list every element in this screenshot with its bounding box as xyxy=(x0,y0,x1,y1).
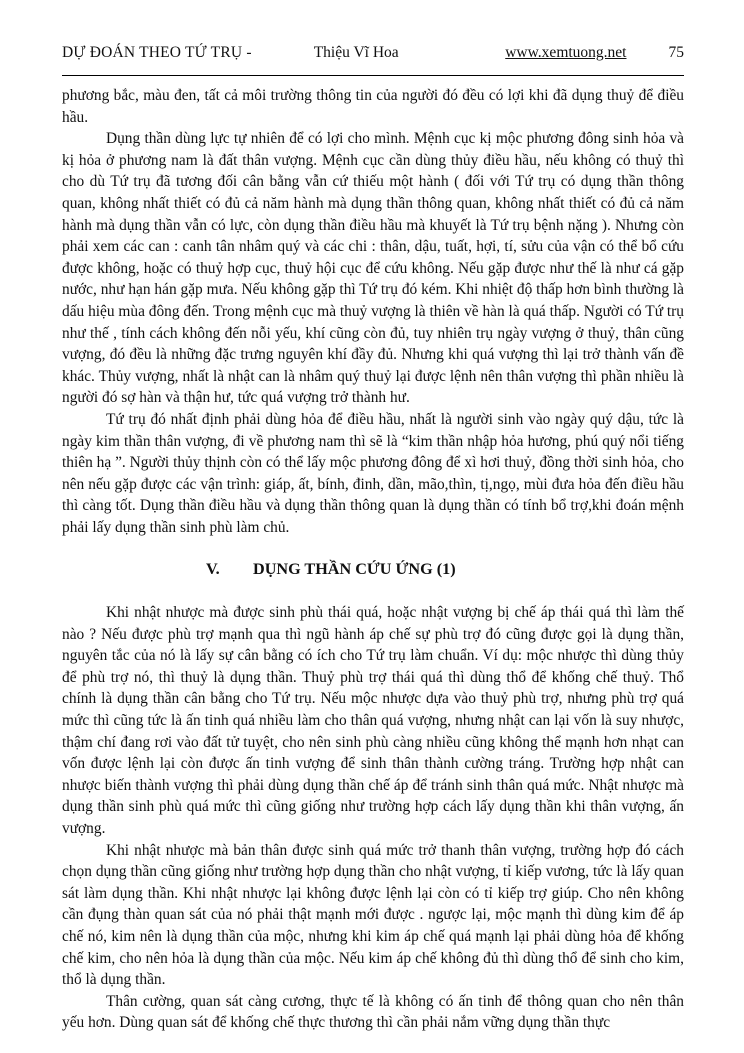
paragraph: phương bắc, màu đen, tất cả môi trường thông tin của người đó đều có lợi khi đã dụng thuỷ để điều hầu. xyxy=(62,87,684,126)
author-name: Thiệu Vĩ Hoa xyxy=(313,44,399,61)
paragraph: Khi nhật nhược mà bản thân được sinh quá mức trở thanh thân vượng, trường hợp đó cách chọn dụng thần cũng giống như trường hợp dụng thần cho nhật vượng, tỉ kiếp vương, tức là lấy quan sát làm dụng thần. Khi nhật nhược lại không được lệnh lại còn có tỉ kiếp trợ giúp. Cho nên không cần đụng thàn quan sát của nó phải thật mạnh mới được . ngược lại, mộc mạnh thì dùng kim để áp chế nó, kim nên là dụng thần của mộc, nhưng khi kim áp chế quá mạnh lại phải dùng hỏa để khống chế kim, cho nên hỏa là dụng thần của mộc. Nếu kim áp chế không đủ thì dùng thổ để sinh cho kim, thổ là dụng thần. xyxy=(62,841,684,989)
paragraph: Khi nhật nhược mà được sinh phù thái quá, hoặc nhật vượng bị chế áp thái quá thì làm thế nào ? Nếu được phù trợ mạnh qua thì ngũ hành áp chế sự phù trợ đó cũng được gọi là dụng thần, nguyên tắc của nó là lấy sự cân bằng có ích cho Tứ trụ làm chuẩn. Ví dụ: mộc nhược thì dùng thủy để phù trợ nó, thì thuỷ là dụng thần. Thuỷ phù trợ thái quá thì dùng thổ để khống chế thuỷ. Thổ chính là dụng thần cân bằng cho Tứ trụ. Nếu mộc nhược dựa vào thuỷ phù trợ, nhưng phù trợ quá mức thì cũng tức là ấn tinh quá nhiều làm cho thân quá vượng, nhưng nhật can lại vốn là suy nhược, thậm chí đang rơi vào đất tử tuyệt, cho nên sinh phù càng nhiều cũng không thể mạnh hơn nhạt can vốn được lệnh lại còn được ấn tinh vượng để sinh thân thành cường tráng. Trường hợp nhật can nhược biến thành vượng thì phải dùng dụng thần chế áp để tránh sinh thân quá mức. Nhật nhược mà dụng thần sinh phù quá mức thì cũng giống như trường hợp cách lấy dụng thần khi thân vượng, ấn vượng. xyxy=(62,604,684,837)
paragraph: Thân cường, quan sát càng cương, thực tế là không có ấn tinh để thông quan cho nên thân yếu hơn. Dùng quan sát để khống chế thực thương thì cần phải nắm vững dụng thần thực xyxy=(62,992,684,1032)
section-numeral: V. xyxy=(206,560,220,579)
book-title: DỰ ĐOÁN THEO TỨ TRỤ - xyxy=(62,44,252,61)
section-heading xyxy=(206,559,684,581)
running-header xyxy=(62,44,684,62)
section-title: DỤNG THẦN CỨU ỨNG (1) xyxy=(253,560,456,579)
paragraph: Tứ trụ đó nhất định phải dùng hỏa để điều hầu, nhất là người sinh vào ngày quý dậu, tức là ngày kim thần thân vượng, đi về phương nam thì sẽ là “kim thần nhập hỏa hương, phú quý nổi tiếng thiên hạ ”. Người thủy thịnh còn có thể lấy mộc phương đông để xì hơi thuỷ, đồng thời sinh hỏa, cho nên nếu gặp được các vận trình: giáp, ất, bính, đinh, dần, mão,thìn, tị,ngọ, mùi đưa hỏa đến điều hầu thì càng tốt. Dụng thần điều hầu và dụng thần thông quan là dụng thần có tính bổ trợ,khi đoán mệnh phải lấy dụng thần sinh phù làm chủ. xyxy=(62,410,684,536)
website-link[interactable]: www.xemtuong.net xyxy=(505,44,627,61)
page-number: 75 xyxy=(668,44,684,61)
page-body xyxy=(62,85,684,1034)
header-divider xyxy=(62,75,684,76)
paragraph: Dụng thần dùng lực tự nhiên để có lợi cho mình. Mệnh cục kị mộc phương đông sinh hỏa và kị hỏa ở phương nam là đất thân vượng. Mệnh cục cần dùng thủy điều hầu, nếu không có thuỷ thì cho dù Tứ trụ đã tương đối cân bằng vẫn cứ thiếu một hành ( đối với Tứ trụ có dụng thần thông quan, không nhất thiết có đủ cả năm hành mà dụng thần thông quan, không nhất thiết có đủ cả năm hành mà dụng thần vẫn có lực, còn dụng thần điều hầu mà khuyết là Tứ trụ bệnh nặng ). Nhưng còn phải xem các can : canh tân nhâm quý và các chi : thân, dậu, tuất, hợi, tí, sửu của vận có thể bổ cứu được không, hoặc có thuỷ hợp cục, thuỷ hội cục để cứu không. Nếu gặp được như thế là như cá gặp nước, như hạn hán gặp mưa. Nếu không gặp thì Tứ trụ đó kém. Khi nhiệt độ thấp hơn bình thường là dấu hiệu mùa đông đến. Trong mệnh cục mà thuỷ vượng là thiên về hàn là quá thấp. Người có Tứ trụ như thế , tính cách không đến nỗi yếu, khí cũng còn đủ, tuy nhiên trụ ngày vượng ở thuỷ, thân cũng vượng, đó đều là những đặc trưng nguyên khí đầy đủ. Nhưng khi quá vượng thì lại trở thành vấn đề khác. Thủy vượng, nhất là nhật can là nhâm quý thuỷ lại được lệnh nên thân vượng thì phần nhiều là người đó sợ hàn và thận hư, tức quá vượng trở thành hư. xyxy=(62,130,684,407)
